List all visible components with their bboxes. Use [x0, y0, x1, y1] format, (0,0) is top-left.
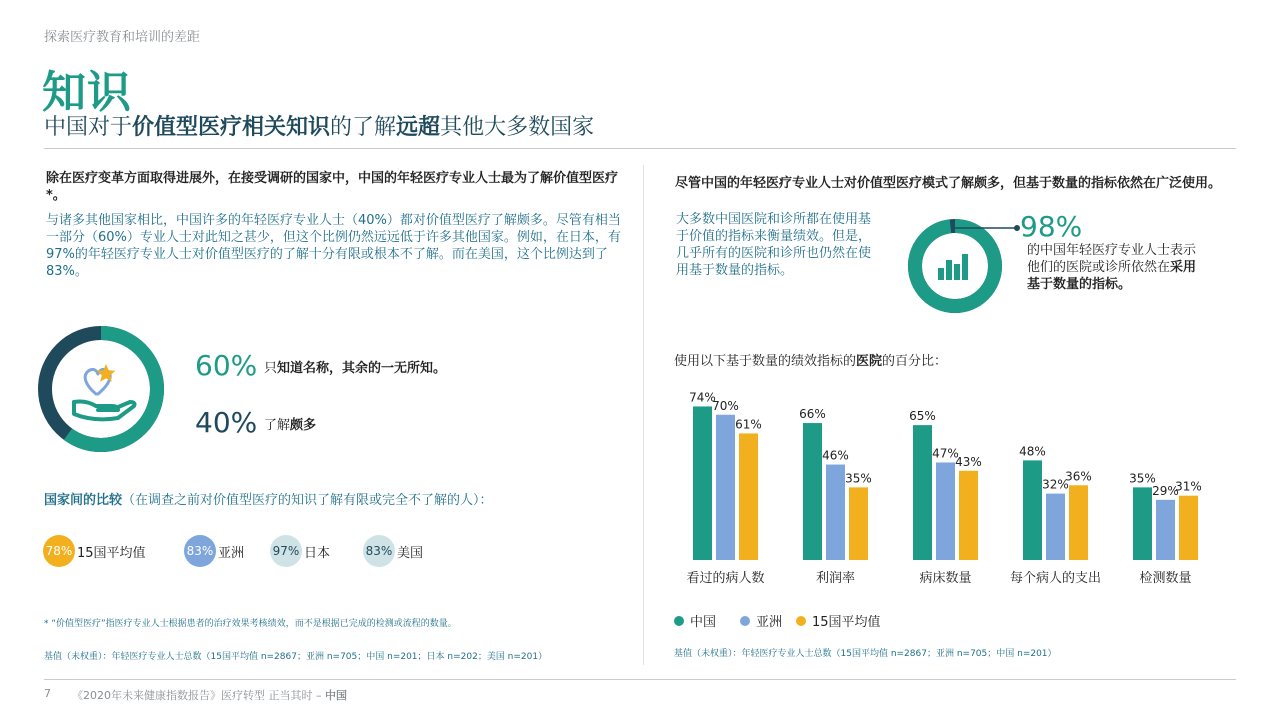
comparison-item-japan: [270, 535, 330, 567]
bar: [936, 462, 955, 560]
comparison-label: 亚洲: [218, 545, 245, 561]
comparison-label: 15国平均值: [77, 545, 146, 561]
bar: [1023, 460, 1042, 560]
right-body-text: 大多数中国医院和诊所都在使用基于价值的指标来衡量绩效。但是，几乎所有的医院和诊所也仍然在使用基于数量的指标。: [676, 212, 872, 278]
stat-60-value: 60%: [195, 349, 258, 382]
legend-swatch: [674, 616, 684, 626]
subtitle-bold-part: 价值型医疗相关知识: [132, 115, 331, 140]
bar-value-label: 35%: [845, 471, 872, 486]
page-number: 7: [44, 687, 51, 700]
page-subtitle: [44, 110, 594, 141]
bar: [693, 406, 712, 560]
hand-heart-star-icon: [74, 364, 135, 419]
bar: [803, 423, 822, 560]
subtitle-part: 其他大多数国家: [440, 115, 595, 140]
bar: [1069, 485, 1088, 560]
comparison-label: 美国: [397, 545, 424, 561]
bar-value-label: 35%: [1129, 471, 1156, 486]
footnote: * “价值型医疗”指医疗专业人士根据患者的治疗效果考核绩效，而不是根据已完成的检测或流程的数量。: [44, 619, 457, 629]
comparison-circle: 78%: [43, 535, 75, 567]
bar-value-label: 29%: [1152, 483, 1179, 498]
category-label: 检测数量: [1139, 571, 1192, 586]
bar: [1179, 496, 1198, 560]
legend-swatch: [740, 616, 750, 626]
bar-value-label: 47%: [932, 446, 959, 461]
bottom-rule: [44, 679, 1236, 680]
bar-value-label: 43%: [955, 454, 982, 469]
legend-label: 亚洲: [756, 615, 783, 630]
legend-item-asia: [740, 611, 782, 630]
comparison-item-15-avg: [43, 535, 146, 567]
top-rule: [44, 148, 1236, 149]
bar-value-label: 66%: [799, 407, 826, 422]
bar-value-label: 70%: [712, 398, 739, 413]
bar: [849, 487, 868, 560]
footer-title-bold: 中国: [324, 689, 347, 702]
chart-title-bold: 医院: [856, 354, 883, 369]
comparison-heading-rest: （在调查之前对价值型医疗的知识了解有限或完全不了解的人）：: [122, 493, 493, 508]
callout-leader-line: [955, 222, 1021, 234]
stat-40-label-bold: 颇多: [290, 418, 317, 433]
comparison-item-usa: [363, 535, 423, 567]
stat-40-label: [264, 414, 316, 433]
chart-title: [674, 350, 947, 369]
comparison-item-asia: [184, 535, 244, 567]
stat-98-description: [1027, 242, 1207, 293]
bar-chart-icon: [938, 254, 968, 280]
bar-value-label: 31%: [1175, 479, 1202, 494]
stat-98-value: 98%: [1020, 210, 1083, 243]
stat-60-label-pre: 只: [264, 361, 278, 376]
subtitle-bold-part: 远超: [396, 115, 441, 140]
legend-swatch: [796, 616, 806, 626]
right-base-note: 基值（未权重）：年轻医疗专业人士总数（15国平均值 n=2867；亚洲 n=705；中国 n=201）: [674, 649, 1057, 659]
left-base-note: 基值（未权重）：年轻医疗专业人士总数（15国平均值 n=2867；亚洲 n=705；中国 n=201；日本 n=202；美国 n=201）: [44, 652, 548, 662]
comparison-circle: 83%: [363, 535, 395, 567]
page-title: 知识: [42, 67, 132, 118]
footer-title-text: 《2020年未来健康指数报告》医疗转型 正当其时 –: [72, 689, 325, 702]
chart-title-post: 的百分比：: [882, 354, 948, 369]
bar-value-label: 65%: [909, 409, 936, 424]
category-label: 病床数量: [919, 571, 972, 586]
comparison-heading-bold: 国家间的比较: [44, 493, 123, 508]
bar: [1156, 500, 1175, 560]
comparison-label: 日本: [304, 545, 331, 561]
stat-98-desc-text: 的中国年轻医疗专业人士表示他们的医院或诊所依然在: [1027, 243, 1197, 275]
left-lead-text: 除在医疗变革方面取得进展外，在接受调研的国家中，中国的年轻医疗专业人士最为了解价值型医疗*。: [46, 171, 619, 203]
legend-item-15-avg: [796, 611, 881, 630]
bar: [739, 433, 758, 560]
legend-label: 15国平均值: [812, 615, 881, 630]
stat-40-label-pre: 了解: [264, 418, 291, 433]
bar-value-label: 61%: [735, 417, 762, 432]
category-label: 每个病人的支出: [1009, 571, 1102, 586]
bar: [826, 465, 845, 560]
subtitle-part: 的了解: [330, 115, 397, 140]
stat-98-desc-bold: 采用基于数量的指标。: [1027, 260, 1197, 292]
category-label: 利润率: [815, 571, 856, 586]
category-label: 看过的病人数: [686, 571, 765, 586]
stat-40-value: 40%: [195, 406, 258, 439]
comparison-circle: 97%: [270, 535, 302, 567]
bar-value-label: 32%: [1042, 477, 1069, 492]
legend-label: 中国: [690, 615, 717, 630]
bar-value-label: 46%: [822, 448, 849, 463]
bar: [716, 415, 735, 560]
stat-60-label-bold: 知道名称，其余的一无所知。: [277, 361, 447, 376]
subtitle-part: 中国对于: [44, 115, 133, 140]
legend-item-china: [674, 611, 716, 630]
left-body-text: 与诸多其他国家相比，中国许多的年轻医疗专业人士（40%）都对价值型医疗了解颇多。尽管有相当一部分（60%）专业人士对此知之甚少，但这个比例仍然远远低于许多其他国家。例如，在日本，有97%的年轻医疗专业人士对价值型医疗的了解十分有限或根本不了解。而在美国，这个比例达到了83%。: [46, 213, 621, 279]
stat-60-label: [264, 357, 446, 376]
bar: [959, 471, 978, 560]
metrics-bar-chart: [660, 380, 1230, 600]
bar-value-label: 36%: [1065, 469, 1092, 484]
right-lead-text: 尽管中国的年轻医疗专业人士对价值型医疗模式了解颇多，但基于数量的指标依然在广泛使用。: [675, 176, 1222, 191]
column-divider: [643, 165, 644, 665]
bar: [1046, 494, 1065, 560]
bar-value-label: 48%: [1019, 444, 1046, 459]
bar: [913, 425, 932, 560]
chart-title-pre: 使用以下基于数量的绩效指标的: [674, 354, 857, 369]
bar: [1133, 487, 1152, 560]
country-comparison-heading: [44, 489, 493, 508]
bar-value-label: 74%: [689, 390, 716, 405]
breadcrumb: 探索医疗教育和培训的差距: [44, 30, 201, 45]
knowledge-donut: [34, 322, 168, 456]
footer-title: [72, 687, 347, 703]
comparison-circle: 83%: [184, 535, 216, 567]
